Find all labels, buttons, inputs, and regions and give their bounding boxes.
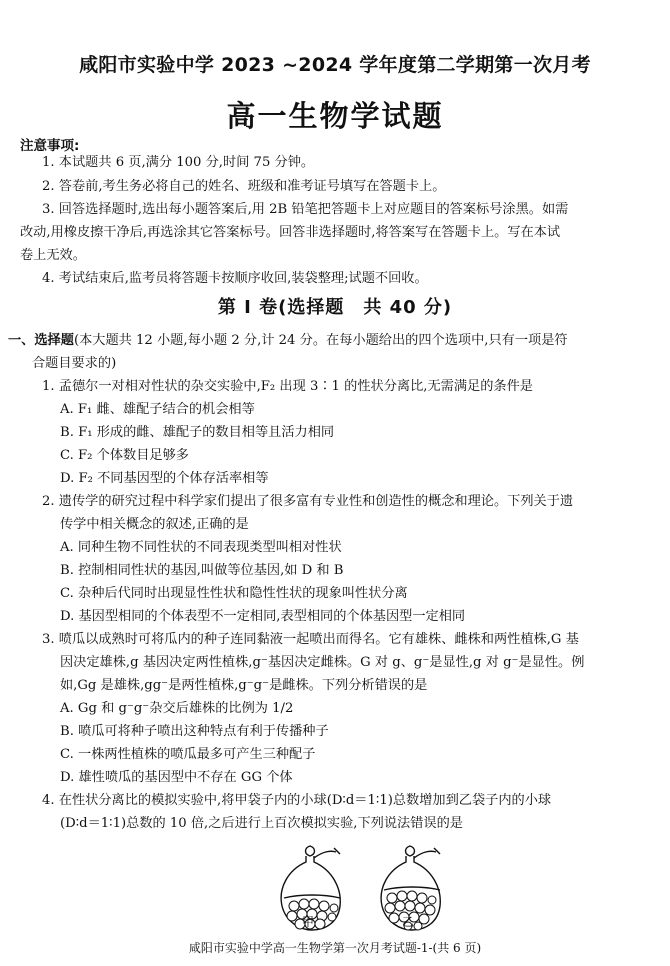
subject-title: 高一生物学试题 xyxy=(226,99,444,133)
part-header xyxy=(8,332,568,350)
q1-stem: 1. 孟德尔一对相对性状的杂交实验中,F₂ 出现 3∶1 的性状分离比,无需满足的条件是 xyxy=(42,379,533,394)
q2-stem: 2. 遗传学的研究过程中科学家们提出了很多富有专业性和创造性的概念和理论。下列关于遗 xyxy=(42,494,574,509)
section-title: 第 Ⅰ 卷(选择题 共 40 分) xyxy=(217,297,453,318)
part-desc-cont: 合题目要求的) xyxy=(32,356,117,371)
q3-option-a: A. Gg 和 g⁻g⁻杂交后雄株的比例为 1/2 xyxy=(60,701,294,716)
q1-option-c: C. F₂ 个体数目足够多 xyxy=(60,448,189,463)
q1-option-a: A. F₁ 雌、雄配子结合的机会相等 xyxy=(60,402,255,417)
q3-stem-cont: 因决定雄株,g 基因决定两性植株,g⁻基因决定雌株。G 对 g、g⁻是显性,g 对 g⁻是显性。例 xyxy=(60,655,585,670)
q4-stem: 4. 在性状分离比的模拟实验中,将甲袋子内的小球(D∶d＝1∶1)总数增加到乙袋子内的小球 xyxy=(42,793,552,808)
figure-label-jia: 甲 xyxy=(302,915,315,929)
figure-label-yi: 乙 xyxy=(402,915,415,929)
q2-option-a: A. 同种生物不同性状的不同表现类型叫相对性状 xyxy=(60,540,342,555)
q3-stem-cont2: 如,Gg 是雄株,gg⁻是两性植株,g⁻g⁻是雌株。下列分析错误的是 xyxy=(60,678,428,693)
q2-stem-cont: 传学中相关概念的叙述,正确的是 xyxy=(60,517,249,532)
notes-heading: 注意事项: xyxy=(20,138,80,154)
q2-option-c: C. 杂种后代同时出现显性性状和隐性性状的现象叫性状分离 xyxy=(60,586,408,601)
note-line-3: 3. 回答选择题时,选出每小题答案后,用 2B 铅笔把答题卡上对应题目的答案标号涂黑。如需 xyxy=(42,202,569,217)
q3-option-d: D. 雄性喷瓜的基因型中不存在 GG 个体 xyxy=(60,770,293,785)
q2-option-d: D. 基因型相同的个体表型不一定相同,表型相同的个体基因型一定相同 xyxy=(60,609,466,624)
q3-option-c: C. 一株两性植株的喷瓜最多可产生三种配子 xyxy=(60,747,316,762)
q4-stem-cont: (D∶d＝1∶1)总数的 10 倍,之后进行上百次模拟实验,下列说法错误的是 xyxy=(60,816,463,831)
note-line-1: 1. 本试题共 6 页,满分 100 分,时间 75 分钟。 xyxy=(42,155,315,170)
note-line-4: 4. 考试结束后,监考员将答题卡按顺序收回,装袋整理;试题不回收。 xyxy=(42,271,428,286)
note-line-3-cont: 改动,用橡皮擦干净后,再选涂其它答案标号。回答非选择题时,将答案写在答题卡上。写在本试 xyxy=(20,225,561,240)
q1-option-b: B. F₁ 形成的雌、雄配子的数目相等且活力相同 xyxy=(60,425,335,440)
q2-option-b: B. 控制相同性状的基因,叫做等位基因,如 D 和 B xyxy=(60,563,344,578)
part-desc: (本大题共 12 小题,每小题 2 分,计 24 分。在每小题给出的四个选项中,只有一项是符 xyxy=(73,333,568,348)
exam-title: 咸阳市实验中学 2023 ~2024 学年度第二学期第一次月考 xyxy=(79,54,591,76)
page-footer: 咸阳市实验中学高一生物学第一次月考试题-1-(共 6 页) xyxy=(188,941,482,955)
q1-option-d: D. F₂ 不同基因型的个体存活率相等 xyxy=(60,471,269,486)
part-label: 一、选择题 xyxy=(8,333,74,348)
note-line-3-cont2: 卷上无效。 xyxy=(20,248,86,263)
q3-stem: 3. 喷瓜以成熟时可将瓜内的种子连同黏液一起喷出而得名。它有雄株、雌株和两性植株,G 基 xyxy=(42,632,579,647)
bags-figure xyxy=(270,840,460,932)
q3-option-b: B. 喷瓜可将种子喷出这种特点有利于传播种子 xyxy=(60,724,329,739)
note-line-2: 2. 答卷前,考生务必将自己的姓名、班级和准考证号填写在答题卡上。 xyxy=(42,179,446,194)
